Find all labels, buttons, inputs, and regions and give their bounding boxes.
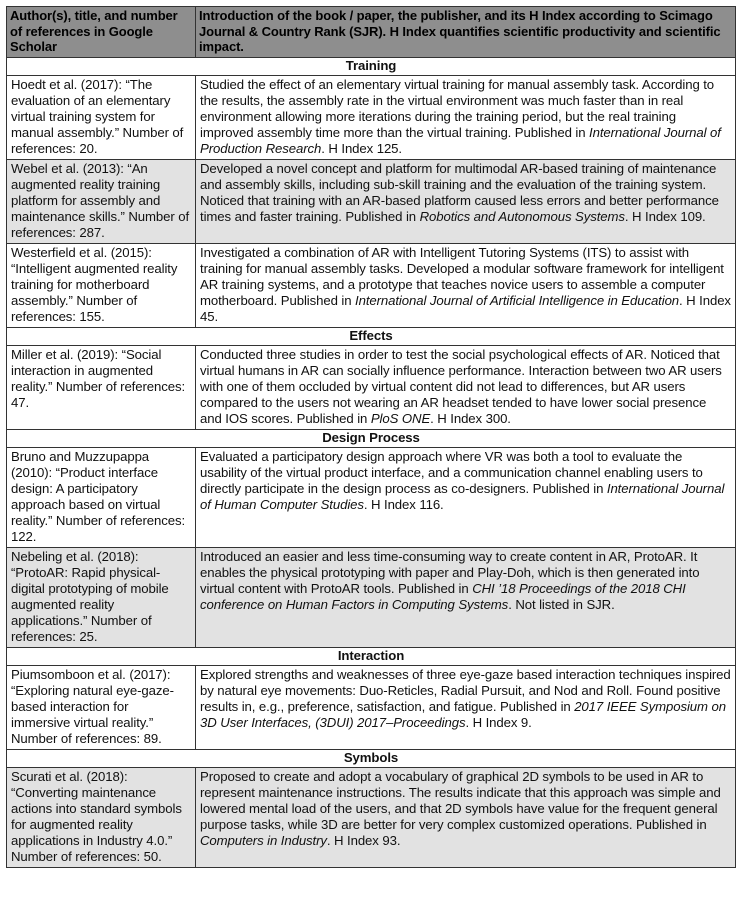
h-index-text: . H Index 45.	[200, 292, 731, 324]
section-title: Effects	[7, 327, 736, 345]
h-index-text: . H Index 125.	[321, 140, 402, 156]
description-cell	[196, 75, 736, 159]
reference-cell: Scurati et al. (2018): “Converting maintenance actions into standard symbols for augmented reality applications in Industry 4.0.” Number of references: 50.	[7, 767, 196, 867]
header-author-column: Author(s), title, and number of references in Google Scholar	[7, 7, 196, 58]
table-row	[7, 159, 736, 243]
description-cell	[196, 447, 736, 547]
h-index-text: . H Index 93.	[326, 832, 401, 848]
section-row-effects	[7, 327, 736, 345]
reference-cell: Miller et al. (2019): “Social interaction in augmented reality.” Number of references: 47.	[7, 345, 196, 429]
description-text: Studied the effect of an elementary virtual training for manual assembly task. According to the results, the assembly rate in the virtual environment was much faster than in real environment allowing more iterations during the training period, but the real training improved assembly time more than the virtual training. Published in	[200, 76, 715, 140]
table-row	[7, 345, 736, 429]
description-cell	[196, 767, 736, 867]
description-text: Evaluated a participatory design approach where VR was both a tool to evaluate the usability of the virtual product interface, and a communication channel enabling users to directly participate in the design process as co-designers. Published in	[200, 448, 703, 496]
h-index-text: . H Index 109.	[624, 208, 706, 224]
table-row	[7, 665, 736, 749]
venue-name: International Journal of Production Research	[200, 124, 721, 156]
section-row-training	[7, 57, 736, 75]
description-cell	[196, 243, 736, 327]
description-cell	[196, 665, 736, 749]
description-cell	[196, 159, 736, 243]
description-cell	[196, 345, 736, 429]
section-row-symbols	[7, 749, 736, 767]
venue-name: Robotics and Autonomous Systems	[419, 208, 625, 224]
table-row	[7, 767, 736, 867]
table-row	[7, 447, 736, 547]
venue-name: Computers in Industry	[200, 832, 327, 848]
h-index-text: . H Index 300.	[430, 410, 511, 426]
reference-cell: Hoedt et al. (2017): “The evaluation of an elementary virtual training system for manual assembly.” Number of references: 20.	[7, 75, 196, 159]
description-text: Conducted three studies in order to test the social psychological effects of AR. Noticed that virtual humans in AR can socially influence performance. Interaction between two AR users with one of them occluded by virtual content did not lead to differences, but AR users compared to the users not wearing an AR headset tended to have lower social presence and IOS scores. Published in	[200, 346, 722, 426]
description-text: Developed a novel concept and platform for multimodal AR-based training of maintenance and assembly skills, including sub-skill training and the evaluation of the training system. Noticed that training with an AR-based platform caused less errors and better performance times and faster training. Published in	[200, 160, 719, 224]
section-title: Interaction	[7, 647, 736, 665]
section-row-interaction	[7, 647, 736, 665]
description-cell	[196, 547, 736, 647]
header-introduction-column: Introduction of the book / paper, the publisher, and its H Index according to Scimago Journal & Country Rank (SJR). H Index quantifies scientific productivity and scientific impact.	[196, 7, 736, 58]
table-header-row	[7, 7, 736, 58]
section-title: Training	[7, 57, 736, 75]
venue-name: CHI ’18 Proceedings of the 2018 CHI conference on Human Factors in Computing Systems	[200, 580, 686, 612]
reference-cell: Bruno and Muzzupappa (2010): “Product interface design: A participatory approach based on virtual reality.” Number of references: 122.	[7, 447, 196, 547]
h-index-text: . Not listed in SJR.	[508, 596, 615, 612]
venue-name: 2017 IEEE Symposium on 3D User Interfaces, (3DUI) 2017–Proceedings	[200, 698, 726, 730]
section-title: Design Process	[7, 429, 736, 447]
table-row	[7, 547, 736, 647]
reference-cell: Nebeling et al. (2018): “ProtoAR: Rapid physical-digital prototyping of mobile augmented reality applications.” Number of references: 25.	[7, 547, 196, 647]
description-text: Investigated a combination of AR with Intelligent Tutoring Systems (ITS) to assist with training for manual assembly tasks. Developed a modular software framework for intelligent AR training systems, and a prototype that teaches novice users to assemble a computer motherboard. Published in	[200, 244, 724, 308]
section-row-design-process	[7, 429, 736, 447]
h-index-text: . H Index 9.	[465, 714, 532, 730]
reference-cell: Westerfield et al. (2015): “Intelligent augmented reality training for motherboard assembly.” Number of references: 155.	[7, 243, 196, 327]
reference-table-wrapper	[6, 6, 735, 868]
description-text: Explored strengths and weaknesses of three eye-gaze based interaction techniques inspired by natural eye movements: Duo-Reticles, Radial Pursuit, and Nod and Roll. Found positive results in, e.g., preference, satisfaction, and fatigue. Published in	[200, 666, 731, 714]
venue-name: International Journal of Human Computer Studies	[200, 480, 725, 512]
description-text: Proposed to create and adopt a vocabulary of graphical 2D symbols to be used in AR to represent maintenance instructions. The results indicate that this approach was simple and lowered mental load of the users, and that 2D symbols have value for the frequent general purpose tasks, while 3D are better for very complex customized operations. Published in	[200, 768, 721, 832]
reference-table	[6, 6, 736, 868]
section-title: Symbols	[7, 749, 736, 767]
table-row	[7, 75, 736, 159]
h-index-text: . H Index 116.	[363, 496, 444, 512]
table-row	[7, 243, 736, 327]
venue-name: PloS ONE	[370, 410, 431, 426]
venue-name: International Journal of Artificial Intelligence in Education	[355, 292, 680, 308]
description-text: Introduced an easier and less time-consuming way to create content in AR, ProtoAR. It enables the physical prototyping with paper and Play-Doh, which is then generated into virtual content with ProtoAR tools. Published in	[200, 548, 700, 596]
reference-cell: Webel et al. (2013): “An augmented reality training platform for assembly and maintenance skills.” Number of references: 287.	[7, 159, 196, 243]
reference-cell: Piumsomboon et al. (2017): “Exploring natural eye-gaze-based interaction for immersive virtual reality.” Number of references: 89.	[7, 665, 196, 749]
